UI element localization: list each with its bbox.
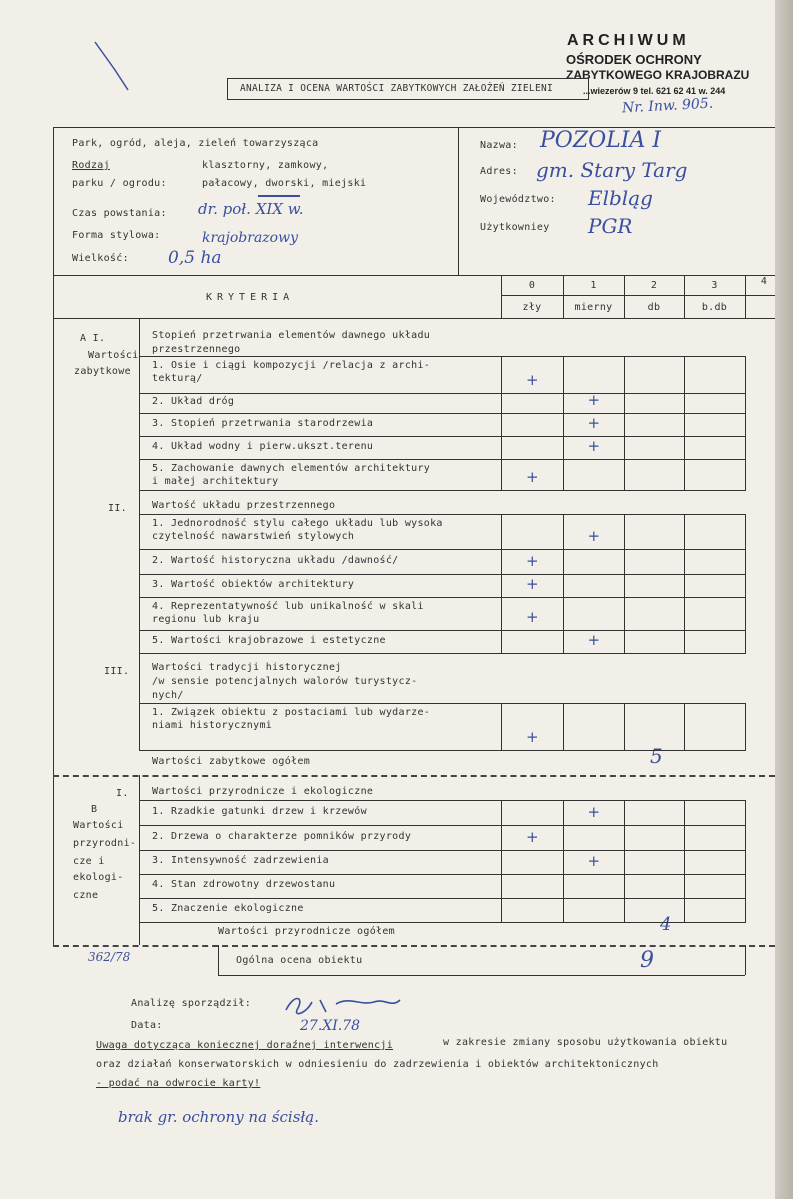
b-row-2-score-cell-3[interactable] (684, 825, 745, 850)
rodzaj-label: Rodzaj (72, 160, 110, 171)
group-2-heading: Wartość układu przestrzennego (152, 500, 336, 511)
form-title: ANALIZA I OCENA WARTOŚCI ZABYTKOWYCH ZAŁOŻEŃ ZIELENI (240, 83, 554, 94)
handwritten-note: brak gr. ochrony na ścisłą. (118, 1108, 319, 1126)
a2-row-3-score-cell-2[interactable] (624, 574, 684, 597)
b-row-4-score-cell-1[interactable] (563, 874, 624, 898)
a1-row-3-text: 3. Stopień przetrwania starodrzewia (152, 417, 374, 429)
section-b-total-value: 4 (660, 914, 672, 935)
b-row-1-mark: + (587, 803, 601, 821)
section-b-roman: I. (116, 788, 129, 799)
a2-row-3-score-cell-0[interactable] (501, 574, 563, 597)
a2-row-5-mark: + (587, 631, 601, 649)
nazwa-value: POZOLIA I (540, 128, 662, 153)
a2-row-5-score-cell-2[interactable] (624, 630, 684, 653)
a1-row-2-score-cell-0[interactable] (501, 393, 563, 413)
czas-value: dr. poł. XIX w. (198, 200, 304, 218)
b-row-2-score-cell-2[interactable] (624, 825, 684, 850)
parku-label: parku / ogrodu: (72, 178, 167, 189)
a3-row-1-mark: + (526, 728, 539, 746)
pen-stroke-icon (90, 40, 140, 95)
section-a-roman-2: II. (108, 503, 127, 514)
analiza-label: Analizę sporządził: (131, 998, 252, 1009)
a3-row-1-score-cell-1[interactable] (563, 703, 624, 750)
group-1-heading-2: przestrzennego (152, 344, 241, 355)
b-row-4-score-cell-2[interactable] (624, 874, 684, 898)
b-row-5-score-cell-2[interactable] (624, 898, 684, 922)
a1-row-1-score-cell-1[interactable] (563, 356, 624, 393)
a2-row-4-text2: regionu lub kraju (152, 614, 260, 625)
section-a-label: A I. (80, 333, 106, 344)
uzytkownik-value: PGR (588, 214, 633, 238)
a2-row-3-score-cell-1[interactable] (563, 574, 624, 597)
park-types-2: pałacowy, dworski, miejski (202, 178, 367, 189)
a1-row-5-score-cell-2[interactable] (624, 459, 684, 490)
a1-row-3-score-cell-3[interactable] (684, 413, 745, 436)
a1-row-4-score-cell-2[interactable] (624, 436, 684, 459)
a3-row-1-text2: niami historycznymi (152, 720, 273, 731)
a2-row-4-text: 4. Reprezentatywność lub unikalność w skali (152, 601, 424, 612)
b-row-3-score-cell-0[interactable] (501, 850, 563, 874)
a2-row-1-score-cell-1[interactable] (563, 514, 624, 549)
stamp-office: OŚRODEK OCHRONY (566, 52, 702, 67)
score-label-mierny: mierny (574, 302, 613, 313)
b-row-3-score-cell-1[interactable] (563, 850, 624, 874)
section-b-label-5: ekologi- (73, 872, 124, 883)
a2-row-2-mark: + (526, 552, 539, 570)
nazwa-label: Nazwa: (480, 140, 518, 151)
b-row-2-score-cell-1[interactable] (563, 825, 624, 850)
criteria-title: KRYTERIA (206, 292, 295, 303)
forma-value: krajobrazowy (202, 230, 298, 246)
wojewodztwo-label: Województwo: (480, 194, 556, 205)
b-row-4-score-cell-3[interactable] (684, 874, 745, 898)
a1-row-5-mark: + (526, 468, 539, 486)
a1-row-4-score-cell-3[interactable] (684, 436, 745, 459)
a1-row-1-score-cell-2[interactable] (624, 356, 684, 393)
a2-row-2-text: 2. Wartość historyczna układu /dawność/ (152, 554, 399, 566)
a1-row-1-score-cell-3[interactable] (684, 356, 745, 393)
a1-row-5-score-cell-0[interactable] (501, 459, 563, 490)
a2-row-1-text2: czytelność nawarstwień stylowych (152, 531, 355, 542)
a1-row-1-score-cell-0[interactable] (501, 356, 563, 393)
uwaga-line-1a: Uwaga dotycząca koniecznej doraźnej interwencji (96, 1040, 394, 1051)
a1-row-5-score-cell-1[interactable] (563, 459, 624, 490)
forma-label: Forma stylowa: (72, 230, 161, 241)
a1-row-3-mark: + (587, 414, 601, 432)
uwaga-line-3: - podać na odwrocie karty! (96, 1078, 261, 1089)
a2-row-4-mark: + (526, 608, 539, 626)
score-2: 2 (650, 280, 658, 291)
scan-edge (775, 0, 793, 1199)
a1-row-2-score-cell-3[interactable] (684, 393, 745, 413)
score-1: 1 (590, 280, 597, 291)
a1-row-4-text: 4. Układ wodny i pierw.ukszt.terenu (152, 440, 374, 452)
section-a-total-value: 5 (650, 744, 663, 768)
stamp-archive: ARCHIWUM (567, 32, 690, 49)
section-b-label-3: przyrodni- (73, 838, 137, 849)
wojewodztwo-value: Elbląg (588, 186, 653, 210)
a2-row-5-score-cell-0[interactable] (501, 630, 563, 653)
a2-row-1-score-cell-3[interactable] (684, 514, 745, 549)
score-3: 3 (711, 280, 718, 291)
uwaga-line-1b: w zakresie zmiany sposobu użytkowania obiektu (443, 1037, 728, 1048)
czas-label: Czas powstania: (72, 208, 167, 219)
b-row-3-score-cell-3[interactable] (684, 850, 745, 874)
group-3-heading-1: Wartości tradycji historycznej (152, 662, 342, 673)
b-row-5-score-cell-3[interactable] (684, 898, 745, 922)
adres-value: gm. Stary Targ (536, 158, 688, 182)
section-b-total-label: Wartości przyrodnicze ogółem (218, 926, 395, 937)
b-row-5-text: 5. Znaczenie ekologiczne (152, 903, 304, 914)
a1-row-3-score-cell-2[interactable] (624, 413, 684, 436)
a2-row-4-score-cell-1[interactable] (563, 597, 624, 630)
b-row-1-text: 1. Rzadkie gatunki drzew i krzewów (152, 805, 367, 817)
section-a-label-3: zabytkowe (74, 366, 131, 377)
score-label-bdb: b.db (701, 302, 728, 313)
section-a-total-label: Wartości zabytkowe ogółem (152, 756, 311, 767)
a2-row-2-score-cell-2[interactable] (624, 549, 684, 574)
a1-row-1-mark: + (526, 371, 539, 389)
a1-row-2-mark: + (587, 391, 601, 409)
margin-note: 362/78 (88, 950, 131, 964)
a1-row-3-score-cell-1[interactable] (563, 413, 624, 436)
score-label-zly: zły (522, 302, 542, 313)
a2-row-4-score-cell-2[interactable] (624, 597, 684, 630)
b-row-1-score-cell-2[interactable] (624, 800, 684, 825)
uwaga-line-2: oraz działań konserwatorskich w odniesieniu do zadrzewienia i obiektów architektonicznych (96, 1059, 659, 1070)
group-3-heading-3: nych/ (152, 690, 184, 701)
a2-row-3-mark: + (526, 575, 539, 593)
section-b-label-6: czne (73, 890, 99, 901)
section-b-label-2: Wartości (73, 820, 124, 831)
section-a-roman-3: III. (104, 666, 130, 677)
stamp-office2: ZABYTKOWEGO KRAJOBRAZU (566, 68, 750, 82)
a1-row-5-text2: i małej architektury (152, 476, 279, 487)
b-row-2-score-cell-0[interactable] (501, 825, 563, 850)
dworski-underline (258, 195, 300, 197)
section-b-label: B (91, 804, 98, 815)
a3-row-1-score-cell-2[interactable] (624, 703, 684, 750)
b-row-5-score-cell-1[interactable] (563, 898, 624, 922)
a1-row-4-mark: + (587, 437, 601, 455)
group-1-heading-1: Stopień przetrwania elementów dawnego układu (152, 330, 431, 341)
a1-row-2-score-cell-2[interactable] (624, 393, 684, 413)
a2-row-1-score-cell-2[interactable] (624, 514, 684, 549)
b-row-4-score-cell-0[interactable] (501, 874, 563, 898)
form-title-box (227, 78, 589, 100)
b-row-1-score-cell-1[interactable] (563, 800, 624, 825)
section-b-label-4: cze i (73, 856, 105, 867)
a1-row-4-score-cell-1[interactable] (563, 436, 624, 459)
a2-row-5-score-cell-1[interactable] (563, 630, 624, 653)
a2-row-5-score-cell-3[interactable] (684, 630, 745, 653)
a2-row-2-score-cell-3[interactable] (684, 549, 745, 574)
a2-row-1-score-cell-0[interactable] (501, 514, 563, 549)
stamp-address: ...wiezerów 9 tel. 621 62 41 w. 244 (583, 86, 726, 96)
a3-row-1-text: 1. Związek obiektu z postaciami lub wydarze- (152, 707, 431, 718)
a2-row-4-score-cell-3[interactable] (684, 597, 745, 630)
wielkosc-value: 0,5 ha (168, 248, 222, 268)
a1-row-2-score-cell-1[interactable] (563, 393, 624, 413)
park-types-1: klasztorny, zamkowy, (202, 160, 329, 171)
a2-row-3-score-cell-3[interactable] (684, 574, 745, 597)
b-row-3-mark: + (587, 852, 601, 870)
a2-row-4-score-cell-0[interactable] (501, 597, 563, 630)
a1-row-5-text: 5. Zachowanie dawnych elementów architektury (152, 463, 431, 474)
a3-row-1-score-cell-3[interactable] (684, 703, 745, 750)
score-4: 4 (760, 276, 768, 287)
a1-row-5-score-cell-3[interactable] (684, 459, 745, 490)
a2-row-3-text: 3. Wartość obiektów architektury (152, 578, 355, 590)
section-b-heading: Wartości przyrodnicze i ekologiczne (152, 786, 374, 797)
a1-row-1-text: 1. Osie i ciągi kompozycji /relacja z archi- (152, 360, 431, 371)
uzytkownik-label: Użytkowniey (480, 222, 550, 233)
adres-label: Adres: (480, 166, 518, 177)
overall-label: Ogólna ocena obiektu (236, 955, 363, 966)
b-row-4-text: 4. Stan zdrowotny drzewostanu (152, 879, 336, 890)
a3-row-1-score-cell-0[interactable] (501, 703, 563, 750)
wielkosc-label: Wielkość: (72, 253, 129, 264)
a1-row-1-text2: tekturą/ (152, 373, 203, 384)
b-row-1-score-cell-0[interactable] (501, 800, 563, 825)
park-label: Park, ogród, aleja, zieleń towarzysząca (72, 138, 319, 149)
section-a-label-2: Wartości (88, 350, 139, 361)
inventory-number: Nr. Inw. 905. (621, 95, 714, 117)
a2-row-2-score-cell-0[interactable] (501, 549, 563, 574)
date-value: 27.XI.78 (300, 1018, 361, 1034)
b-row-2-text: 2. Drzewa o charakterze pomników przyrody (152, 830, 412, 842)
a1-row-3-score-cell-0[interactable] (501, 413, 563, 436)
data-label: Data: (131, 1020, 163, 1031)
b-row-3-text: 3. Intensywność zadrzewienia (152, 855, 329, 866)
a2-row-1-mark: + (587, 527, 601, 545)
a2-row-1-text: 1. Jednorodność stylu całego układu lub wysoka (152, 518, 443, 529)
b-row-2-mark: + (526, 828, 539, 846)
score-0: 0 (528, 280, 536, 291)
a2-row-2-score-cell-1[interactable] (563, 549, 624, 574)
a1-row-2-text: 2. Układ dróg (152, 396, 235, 407)
a2-row-5-text: 5. Wartości krajobrazowe i estetyczne (152, 634, 386, 646)
score-label-db: db (647, 302, 661, 313)
b-row-3-score-cell-2[interactable] (624, 850, 684, 874)
group-3-heading-2: /w sensie potencjalnych walorów turystycz- (152, 676, 418, 687)
overall-value: 9 (640, 948, 654, 973)
b-row-1-score-cell-3[interactable] (684, 800, 745, 825)
b-row-5-score-cell-0[interactable] (501, 898, 563, 922)
a1-row-4-score-cell-0[interactable] (501, 436, 563, 459)
